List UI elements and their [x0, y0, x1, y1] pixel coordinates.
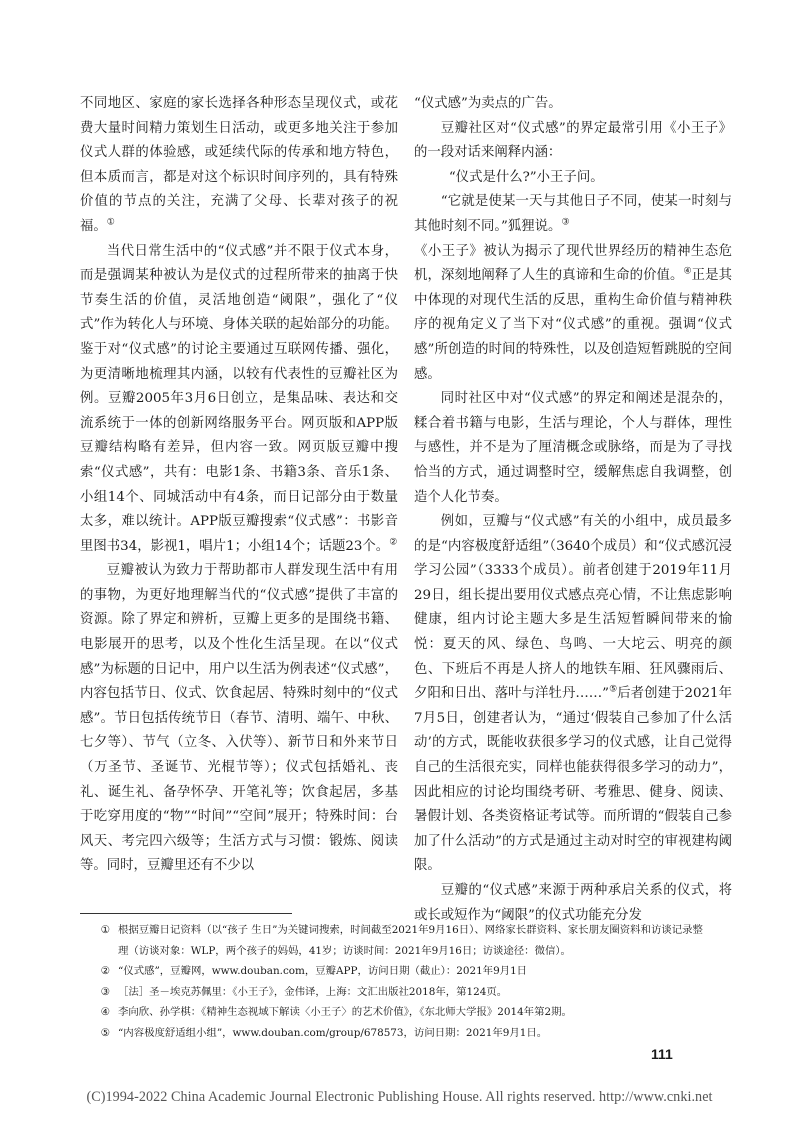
- right-column: [414, 92, 732, 928]
- footnote: [80, 920, 712, 961]
- footnote-divider: [80, 913, 292, 914]
- footnote-marker[interactable]: ⑤: [609, 684, 618, 695]
- footnote-text: ［法］圣－埃克苏佩里：《小王子》，金伟译，上海：文汇出版社2018年，第124页。: [118, 985, 508, 998]
- footnote-number: ⑤: [100, 1026, 110, 1039]
- paragraph: “仪式感”为卖点的广告。: [414, 96, 562, 111]
- footnote-text: 根据豆瓣日记资料（以“孩子 生日”为关键词搜索，时间截至2021年9月16日）、网络家长群资料、家长朋友圈资料和访谈记录整理（访谈对象：WLP，两个孩子的妈妈，41岁；访谈时间：2021年9月16日；访谈途径：微信）。: [118, 924, 703, 957]
- footnote-marker[interactable]: ③: [561, 217, 570, 228]
- block-quote: “仪式是什么?”小王子问。: [448, 169, 604, 185]
- footnote-number: ①: [100, 924, 110, 936]
- block-quote: “它就是使某一天与其他日子不同，使某一时刻与其他时刻不同。”狐狸说。③: [414, 194, 732, 234]
- footnote-number: ③: [100, 985, 110, 998]
- footnote-text: 李向欣、孙学棋：《精神生态视域下解读〈小王子〉的艺术价值》，《东北师大学报》2014年第2期。: [118, 1006, 572, 1018]
- footnote-text: “内容极度舒适组小组”，www.douban.com/group/678573，访问日期：2021年9月1日。: [118, 1026, 548, 1039]
- footnotes: [80, 920, 712, 1043]
- footnote: [80, 982, 712, 1003]
- footnote: [80, 1002, 712, 1023]
- footnote-marker[interactable]: ②: [389, 537, 398, 548]
- paragraph: 豆瓣的“仪式感”来源于两种承启关系的仪式，将或长或短作为“阈限”的仪式功能充分发: [414, 883, 732, 923]
- footnote-marker[interactable]: ①: [106, 217, 115, 228]
- paragraph: 不同地区、家庭的家长选择各种形态呈现仪式，或花费大量时间精力策划生日活动，或更多地关注于参加仪式人群的体验感，或延续代际的传承和地方特色，但本质而言，都是对这个标识时间序列的，具有特殊价值的节点的关注，充满了父母、长辈对孩子的祝福。①: [80, 96, 398, 234]
- footnote-marker[interactable]: ④: [683, 266, 692, 277]
- footnote: [80, 1023, 712, 1044]
- footnote-text: “仪式感”，豆瓣网，www.douban.com，豆瓣APP，访问日期（截止）：2021年9月1日: [118, 965, 528, 977]
- paragraph: 同时社区中对“仪式感”的界定和阐述是混杂的，糅合着书籍与电影，生活与理论，个人与群体，理性与感性，并不是为了厘清概念或脉络，而是为了寻找恰当的方式，通过调整时空，缓解焦虑自我调整，创造个人化节奏。: [414, 391, 732, 505]
- paragraph: 豆瓣社区对“仪式感”的界定最常引用《小王子》的一段对话来阐释内涵：: [414, 120, 732, 161]
- paragraph: 当代日常生活中的“仪式感”并不限于仪式本身，而是强调某种被认为是仪式的过程所带来的抽离于快节奏生活的价值，灵活地创造“阈限”，强化了“仪式”作为转化人与环境、身体关联的起始部分的功能。鉴于对“仪式感”的讨论主要通过互联网传播、强化，为更清晰地梳理其内涵，以较有代表性的豆瓣社区为例。豆瓣2005年3月6日创立，是集品味、表达和交流系统于一体的创新网络服务平台。网页版和APP版豆瓣结构略有差异，但内容一致。网页版豆瓣中搜索“仪式感”，共有：电影1条、书籍3条、音乐1条、小组14个、同城活动中有4条，而日记部分由于数量太多，难以统计。APP版豆瓣搜索“仪式感”：书影音里图书34，影视1，唱片1；小组14个；话题23个。②: [80, 243, 398, 554]
- page-number: 111: [651, 1046, 673, 1062]
- copyright-footer: (C)1994-2022 China Academic Journal Electronic Publishing House. All rights reserved. http://www.cnki.net: [86, 1089, 713, 1105]
- paragraph: 豆瓣被认为致力于帮助都市人群发现生活中有用的事物，为更好地理解当代的“仪式感”提供了丰富的资源。除了界定和辨析，豆瓣上更多的是围绕书籍、电影展开的思考，以及个性化生活呈现。在以“仪式感”为标题的日记中，用户以生活为例表述“仪式感”，内容包括节日、仪式、饮食起居、特殊时刻中的“仪式感”。节日包括传统节日（春节、清明、端午、中秋、七夕等）、节气（立冬、入伏等）、新节日和外来节日（万圣节、圣诞节、光棍节等）；仪式包括婚礼、丧礼、诞生礼、备孕怀孕、开笔礼等；饮食起居，多基于吃穿用度的“物”“时间”“空间”展开；特殊时间：台风天、考完四六级等；生活方式与习惯：锻炼、阅读等。同时，豆瓣里还有不少以: [80, 563, 398, 874]
- left-column: [80, 92, 398, 879]
- footnote-number: ②: [100, 965, 110, 977]
- paragraph: 《小王子》被认为揭示了现代世界经历的精神生态危机，深刻地阐释了人生的真谛和生命的价值。④正是其中体现的对现代生活的反思，重构生命价值与精神秩序的视角定义了当下对“仪式感”的重视。强调“仪式感”所创造的时间的特殊性，以及创造短暂跳脱的空间感。: [414, 243, 732, 382]
- paragraph: 例如，豆瓣与“仪式感”有关的小组中，成员最多的是“内容极度舒适组”（3640个成员）和“仪式感沉浸学习公园”（3333个成员）。前者创建于2019年11月29日，组长提出要用仪式感点亮心情，不让焦虑影响健康，组内讨论主题大多是生活短暂瞬间带来的愉悦：夏天的风、绿色、鸟鸣、一大坨云、明亮的颜色、下班后不再是人挤人的地铁车厢、狂风骤雨后、夕阳和日出、落叶与洋牡丹……”⑤后者创建于2021年7月5日，创建者认为，“通过‘假装自己参加了什么活动’的方式，既能收获很多学习的仪式感，让自己觉得自己的生活很充实，同样也能获得很多学习的动力”，因此相应的讨论均围绕考研、考雅思、健身、阅读、暑假计划、各类资格证考试等。而所谓的“假装自己参加了什么活动”的方式是通过主动对时空的审视建构阈限。: [414, 514, 732, 874]
- footnote-number: ④: [100, 1006, 110, 1018]
- footnote: [80, 961, 712, 982]
